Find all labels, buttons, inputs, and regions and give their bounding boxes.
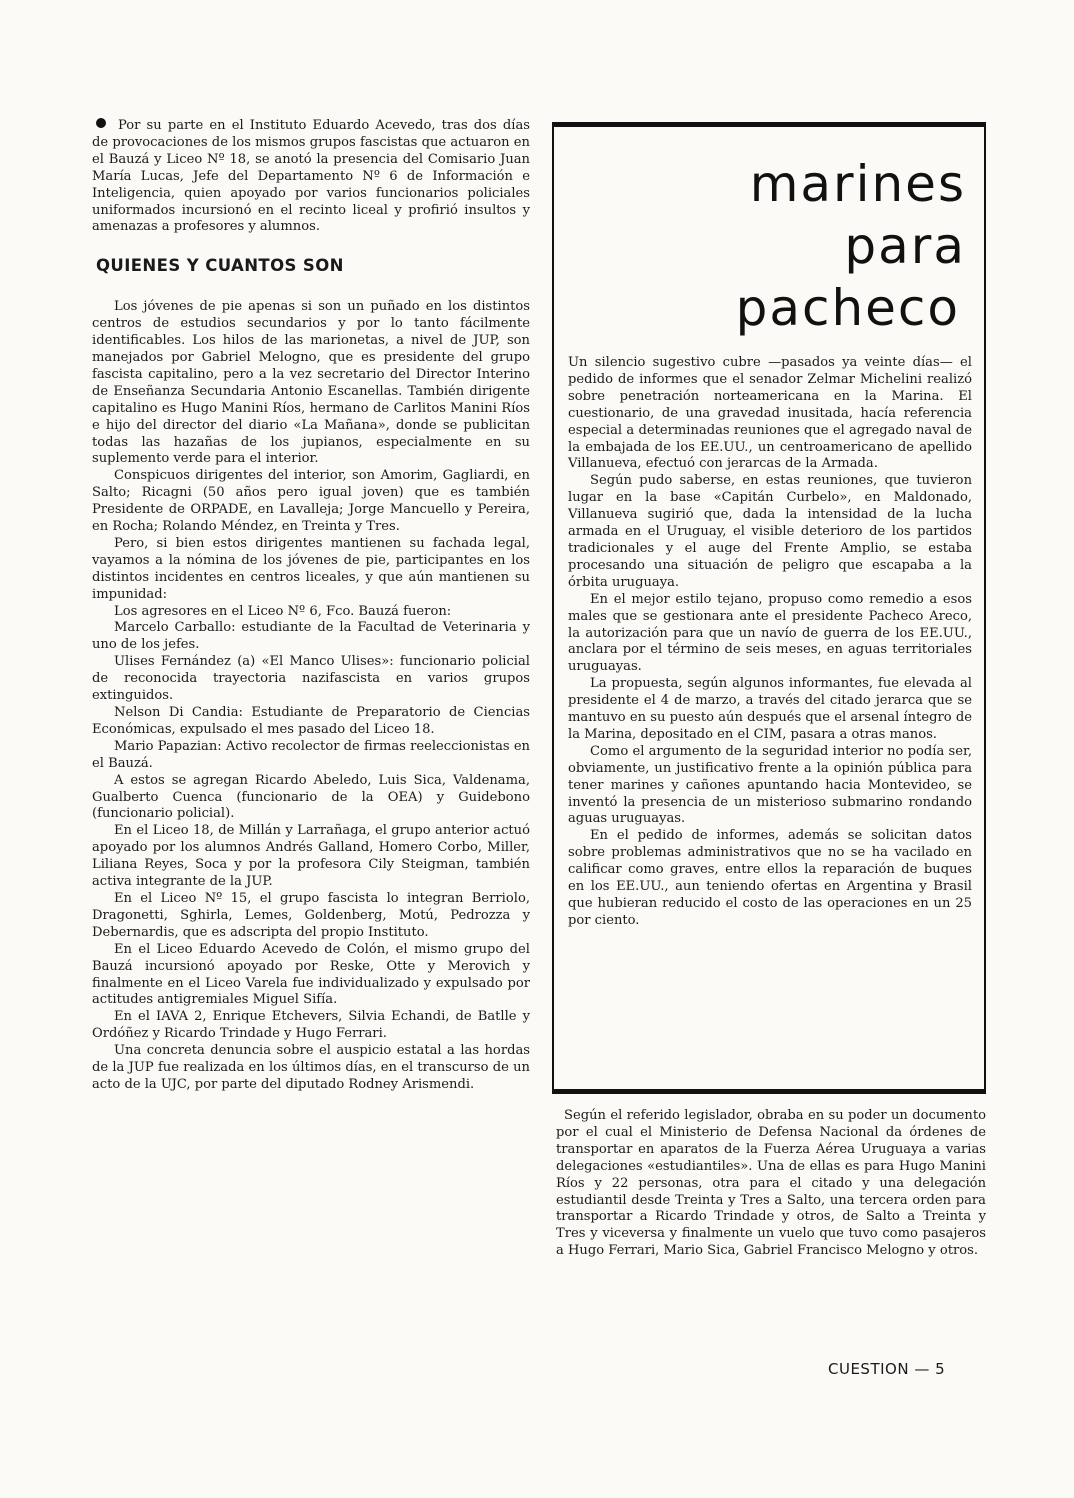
body-paragraph: Conspicuos dirigentes del interior, son Amorim, Gagliardi, en Salto; Ricagni (50 años pero igual joven) que es también Presidente de ORPADE, en Lavalleja; Jorge Mancuello y Pereira, en Rocha; Rolando Méndez, en Treinta y Tres. (92, 468, 530, 535)
body-paragraph: En el IAVA 2, Enrique Etchevers, Silvia Echandi, de Batlle y Ordóñez y Ricardo Trindade y Hugo Ferrari. (92, 1009, 530, 1042)
body-paragraph: Los agresores en el Liceo Nº 6, Fco. Bauzá fueron: (114, 603, 452, 619)
body-paragraph: Pero, si bien estos dirigentes mantienen su fachada legal, vayamos a la nómina de los jóvenes de pie, participantes en los distintos incidentes en centros liceales, y que aún mantienen su impunidad: (92, 535, 530, 602)
body-paragraph: En el Liceo Nº 15, el grupo fascista lo integran Berriolo, Dragonetti, Sghirla, Lemes, Goldenberg, Motú, Pedrozza y Debernardis, que es adscripta del propio Instituto. (92, 890, 530, 940)
body-paragraph: Marcelo Carballo: estudiante de la Facultad de Veterinaria y uno de los jefes. (92, 620, 530, 653)
box-paragraph: En el mejor estilo tejano, propuso como remedio a esos males que se gestionara ante el presidente Pacheco Areco, la autorización para que un navío de guerra de los EE.UU., anclara por el término de seis meses, en aguas territoriales uruguayas. (568, 591, 972, 675)
body-paragraph: Una concreta denuncia sobre el auspicio estatal a las hordas de la JUP fue realizada en los últimos días, en el transcurso de un acto de la UJC, por parte del diputado Rodney Arismendi. (92, 1043, 530, 1092)
box-paragraph: Un silencio sugestivo cubre —pasados ya veinte días— el pedido de informes que el senador Zelmar Michelini realizó sobre penetración norteamericana en la Marina. El cuestionario, de una gravedad inusitada, hacía referencia especial a determinadas reuniones que el agregado naval de la embajada de los EE.UU., un centroamericano de apellido Villanueva, efectuó con jerarcas de la Armada. (568, 355, 972, 472)
headline-line: pacheco (735, 279, 960, 337)
box-headline (568, 153, 972, 339)
box-paragraph: Según pudo saberse, en estas reuniones, que tuvieron lugar en la base «Capitán Curbelo», en Maldonado, Villanueva sugirió que, dada la intensidad de la lucha armada en el Uruguay, el visible deterioro de los partidos tradicionales y el auge del Frente Amplio, se estaba procesando una situación de peligro que escapaba a la órbita uruguaya. (568, 473, 972, 590)
box-body (568, 355, 972, 930)
box-paragraph: En el pedido de informes, además se solicitan datos sobre problemas administrativos que no se ha vacilado en calificar como graves, entre ellos la reparación de buques en los EE.UU., aun teniendo ofertas en Argentina y Brasil que hubieran reducido el costo de las operaciones en un 25 por ciento. (568, 828, 972, 928)
right-bottom-column (556, 1108, 986, 1260)
body-paragraph: A estos se agregan Ricardo Abeledo, Luis Sica, Valdenama, Gualberto Cuenca (funcionario de la OEA) y Guidebono (funcionario policial). (92, 772, 530, 822)
headline-line: marines (749, 155, 966, 213)
page-footer: CUESTION — 5 (828, 1360, 946, 1378)
body-paragraph: Ulises Fernández (a) «El Manco Ulises»: funcionario policial de reconocida trayectoria nazifascista en varios grupos extinguidos. (92, 654, 530, 704)
box-paragraph: Como el argumento de la seguridad interior no podía ser, obviamente, un justificativo frente a la opinión pública para tener marines y cañones apuntando hacia Montevideo, se inventó la presencia de un misterioso submarino rondando aguas uruguayas. (568, 743, 972, 827)
bullet-icon (96, 118, 106, 128)
body-paragraph: Los jóvenes de pie apenas si son un puñado en los distintos centros de estudios secundarios y por lo tanto fácilmente identificables. Los hilos de las marionetas, a nivel de JUP, son manejados por Gabriel Melogno, que es presidente del grupo fascista capitalino, pero a la vez secretario del Director Interino de Enseñanza Secundaria Antonio Escanellas. También dirigente capitalino es Hugo Manini Ríos, hermano de Carlitos Manini Ríos e hijo del director del diario «La Mañana», donde se publicitan todas las hazañas de los jupianos, especialmente en su suplemento verde para el interior. (92, 299, 530, 467)
body-paragraph: Nelson Di Candia: Estudiante de Preparatorio de Ciencias Económicas, expulsado el mes pasado del Liceo 18. (92, 705, 530, 737)
section-heading: QUIENES Y CUANTOS SON (96, 256, 344, 276)
body-paragraph: Mario Papazian: Activo recolector de firmas reeleccionistas en el Bauzá. (92, 738, 530, 771)
body-paragraph: Según el referido legislador, obraba en su poder un documento por el cual el Ministerio de Defensa Nacional da órdenes de transportar en aparatos de la Fuerza Aérea Uruguaya a varias delegaciones «estudiantiles». Una de ellas es para Hugo Manini Ríos y 22 personas, otra para el citado y una delegación estudiantil desde Treinta y Tres a Salto, una tercera orden para transportar a Ricardo Trindade y otros, de Salto a Treinta y Tres y viceversa y finalmente un vuelo que tuvo como pasajeros a Hugo Ferrari, Mario Sica, Gabriel Francisco Melogno y otros. (556, 1108, 986, 1259)
box-paragraph: La propuesta, según algunos informantes, fue elevada al presidente el 4 de marzo, a través del citado jerarca que se mantuvo en su puesto aún después que el arsenal íntegro de la Marina, depositado en el CIM, pasara a otras manos. (568, 676, 972, 742)
sidebar-box (552, 122, 986, 1094)
headline-line: para (844, 217, 966, 275)
body-paragraph: En el Liceo 18, de Millán y Larrañaga, el grupo anterior actuó apoyado por los alumnos Andrés Galland, Homero Corbo, Miller, Liliana Reyes, Soca y por la profesora Cily Steigman, también activa integrante de la JUP. (92, 823, 530, 890)
body-paragraph: En el Liceo Eduardo Acevedo de Colón, el mismo grupo del Bauzá incursionó apoyado por Reske, Otte y Merovich y finalmente en el Liceo Varela fue individualizado y expulsado por actitudes antigremiales Miguel Sifía. (92, 941, 530, 1008)
intro-paragraph: Por su parte en el Instituto Eduardo Acevedo, tras dos días de provocaciones de los mismos grupos fascistas que actuaron en el Bauzá y Liceo Nº 18, se anotó la presencia del Comisario Juan María Lucas, Jefe del Departamento Nº 6 de Información e Inteligencia, quien apoyado por varios funcionarios policiales uniformados incursionó en el recinto liceal y profirió insultos y amenazas a profesores y alumnos. (92, 118, 530, 235)
left-column (92, 118, 530, 1094)
